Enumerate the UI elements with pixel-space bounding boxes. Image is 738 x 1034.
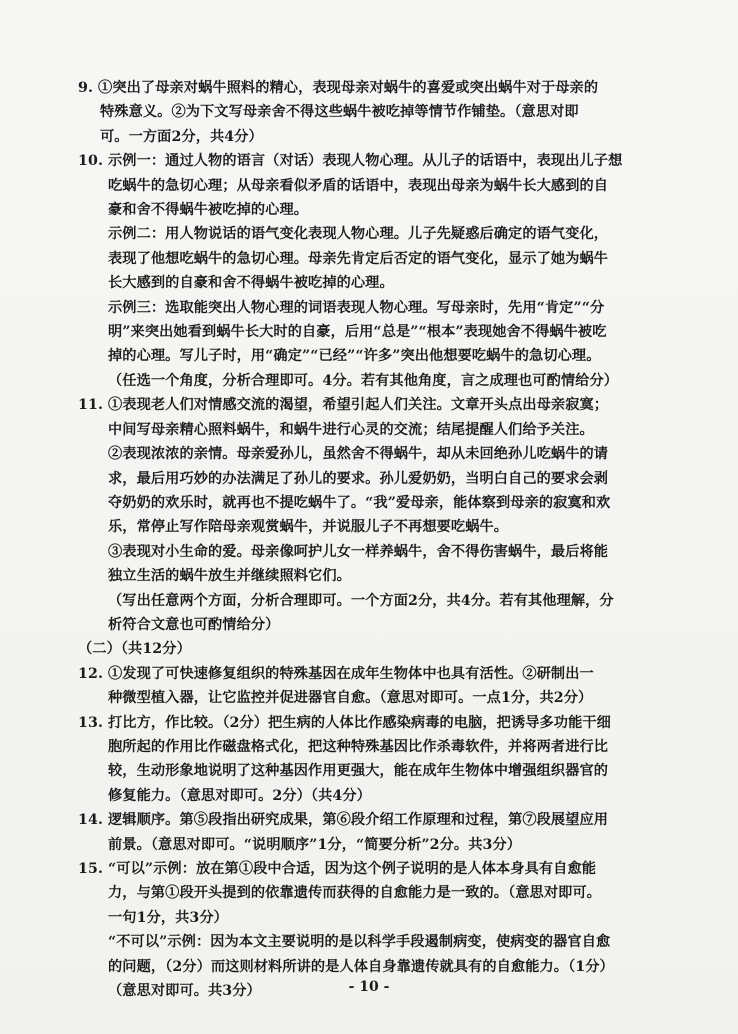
text-line: 表现了他想吃蜗牛的急切心理。母亲先肯定后否定的语气变化，显示了她为蜗牛 [108,250,609,267]
text-line: 的问题，（2分）而这则材料所讲的是人体自身靠遗传就具有的自愈能力。（1分） [108,958,614,975]
text-line: 夺奶奶的欢乐时，就再也不提吃蜗牛了。“我”爱母亲，能体察到母亲的寂寞和欢 [108,494,611,511]
text-line: 一句1分，共3分） [108,909,228,926]
text-line: （任选一个角度，分析合理即可。4分。若有其他角度，言之成理也可酌情给分） [108,372,619,389]
text-line: 求，最后用巧妙的办法满足了孙儿的要求。孙儿爱奶奶，当明白自己的要求会剥 [108,470,609,487]
text-line: 13. 打比方，作比较。（2分）把生病的人体比作感染病毒的电脑，把诱导多功能干细 [78,714,611,731]
text-line: 乐，常停止写作陪母亲观赏蜗牛，并说服儿子不再想要吃蜗牛。 [108,519,509,536]
text-line: 前景。（意思对即可。“说明顺序”1分，“简要分析”2分。共3分） [108,836,522,853]
text-line: 明”来突出她看到蜗牛长大时的自豪，后用“总是”“根本”表现她舍不得蜗牛被吃 [108,324,607,341]
text-line: （写出任意两个方面，分析合理即可。一个方面2分，共4分。若有其他理解，分 [108,592,614,609]
text-line: 12. ①发现了可快速修复组织的特殊基因在成年生物体中也具有活性。②研制出一 [78,665,594,682]
text-line: 种微型植入器，让它监控并促进器官自愈。（意思对即可。一点1分，共2分） [108,690,593,707]
text-line: 中间写母亲精心照料蜗牛，和蜗牛进行心灵的交流；结尾提醒人们给予关注。 [108,421,594,438]
text-line: 长大感到的自豪和舍不得蜗牛被吃掉的心理。 [108,275,394,292]
text-line: 修复能力。（意思对即可。2分）（共4分） [108,787,371,804]
answer-content [78,76,656,1003]
text-line: 可。一方面2分，共4分） [100,128,263,145]
text-line: ③表现对小生命的爱。母亲像呵护儿女一样养蜗牛，舍不得伤害蜗牛，最后将能 [108,543,609,560]
text-line: 10. 示例一：通过人物的语言（对话）表现人物心理。从儿子的话语中，表现出儿子想 [78,153,623,170]
text-line: 吃蜗牛的急切心理；从母亲看似矛盾的话语中，表现出母亲为蜗牛长大感到的自 [108,177,609,194]
text-line: 力，与第①段开头提到的依靠遗传而获得的自愈能力是一致的。（意思对即可。 [108,885,601,902]
text-line: 掉的心理。写儿子时，用“确定”“已经”“许多”突出他想要吃蜗牛的急切心理。 [108,348,601,365]
text-line: ②表现浓浓的亲情。母亲爱孙儿，虽然舍不得蜗牛，却从未回绝孙儿吃蜗牛的请 [108,446,609,463]
text-line: （二）（共12分） [78,641,191,658]
text-line: 较，生动形象地说明了这种基因作用更强大，能在成年生物体中增强组织器官的 [108,763,609,780]
text-line: 特殊意义。②为下文写母亲舍不得这些蜗牛被吃掉等情节作铺垫。（意思对即 [100,104,579,121]
text-line: 9. ①突出了母亲对蜗牛照料的精心，表现母亲对蜗牛的喜爱或突出蜗牛对于母亲的 [78,80,599,96]
text-line: 11. ①表现老人们对情感交流的渴望，希望引起人们关注。文章开头点出母亲寂寞； [78,397,609,414]
text-line: 析符合文意也可酌情给分） [108,616,280,633]
text-line: 独立生活的蜗牛放生并继续照料它们。 [108,568,351,585]
text-line: “不可以”示例：因为本文主要说明的是以科学手段遏制病变，使病变的器官自愈 [108,934,611,951]
text-line: 豪和舍不得蜗牛被吃掉的心理。 [108,202,309,219]
page-number: - 10 - [348,979,390,995]
text-line: 14. 逻辑顺序。第⑤段指出研究成果，第⑥段介绍工作原理和过程，第⑦段展望应用 [78,812,609,829]
text-line: 胞所起的作用比作磁盘格式化，把这种特殊基因比作杀毒软件，并将两者进行比 [108,738,609,755]
text-line: 示例二：用人物说话的语气变化表现人物心理。儿子先疑惑后确定的语气变化， [108,226,609,243]
text-line: （意思对即可。共3分） [108,983,261,1000]
text-line: 示例三：选取能突出人物心理的词语表现人物心理。写母亲时，先用“肯定”“分 [108,299,605,316]
text-line: 15. “可以”示例：放在第①段中合适，因为这个例子说明的是人体本身具有自愈能 [78,861,597,877]
